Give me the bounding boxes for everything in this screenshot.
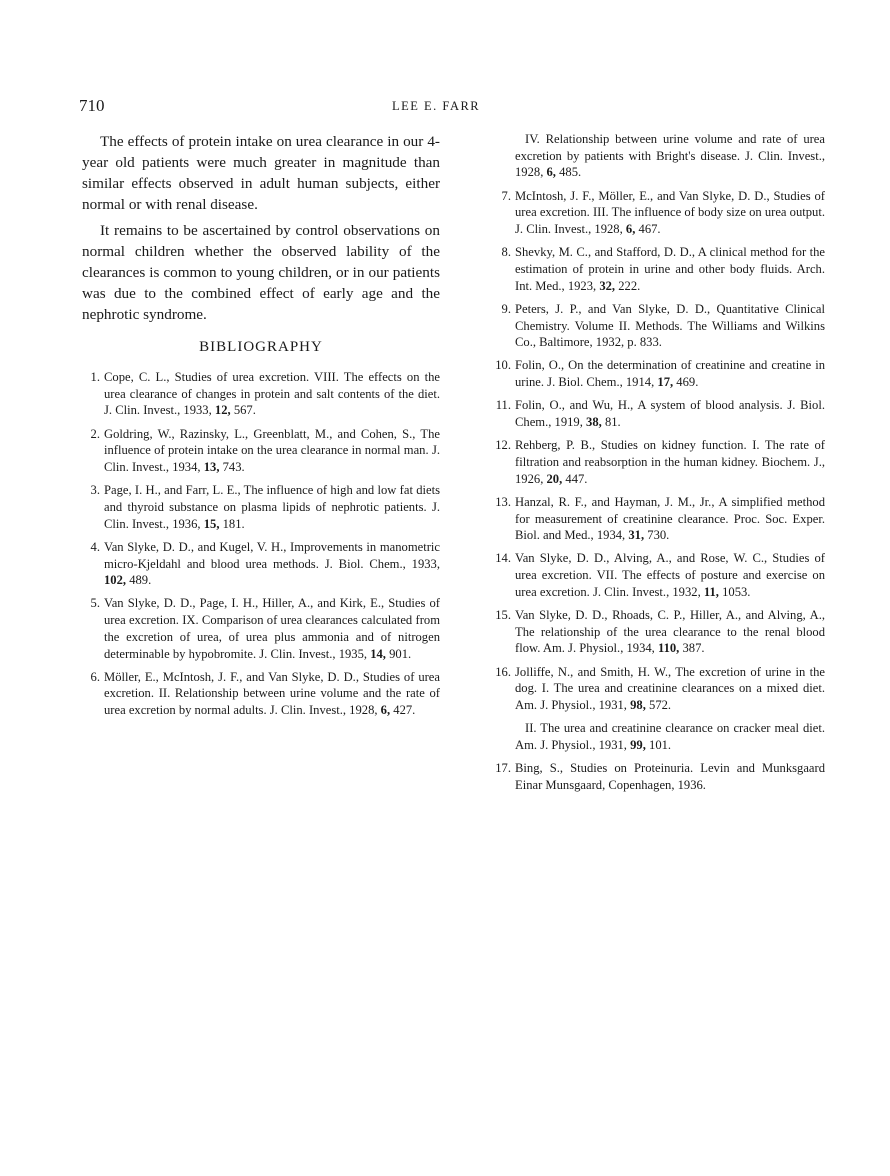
reference-number: 1. <box>90 370 100 384</box>
reference-item <box>493 357 825 390</box>
right-column <box>493 131 825 800</box>
reference-number: 12. <box>495 438 511 453</box>
reference-number: 14. <box>495 551 511 566</box>
reference-item <box>493 550 825 600</box>
reference-number: 7. <box>501 188 511 203</box>
reference-text: IV. Relationship between urine volume and rate of urea excretion by patients with Bright's disease. J. Clin. Invest., 1928, <box>515 132 825 180</box>
reference-number: 6. <box>90 669 100 684</box>
reference-volume: 13, <box>203 460 220 475</box>
reference-item <box>82 426 440 476</box>
reference-number: 4. <box>90 539 100 554</box>
reference-text: Van Slyke, D. D., Page, I. H., Hiller, A., and Kirk, E., Studies of urea excretion. IX. Comparison of urea clearances calculated from the excretion of urea, of urea plus ammonia and of nitrogen determinable by hypobromite. J. Clin. Invest., 1935, <box>104 596 440 661</box>
reference-item <box>493 244 825 294</box>
reference-text: Hanzal, R. F., and Hayman, J. M., Jr., A simplified method for measurement of creatinine clearance. Proc. Soc. Exper. Biol. and Med., 1934, <box>515 494 825 543</box>
reference-page: 489. <box>129 573 152 588</box>
reference-page: 901. <box>389 646 412 661</box>
reference-item <box>82 539 440 589</box>
reference-volume: 32, <box>599 278 616 293</box>
reference-text: Shevky, M. C., and Stafford, D. D., A clinical method for the estimation of protein in urine and other body fluids. Arch. Int. Med., 1923, <box>515 245 825 293</box>
reference-page: 101. <box>649 738 672 752</box>
reference-volume: 31, <box>628 528 645 543</box>
reference-number: 2. <box>90 426 100 441</box>
reference-page: 467. <box>638 222 661 237</box>
body-paragraph: It remains to be ascertained by control observations on normal children whether the observed lability of the clearances is common to young children, or in our patients was due to the combined effect of early age and the nephrotic syndrome. <box>82 222 440 323</box>
reference-number: 5. <box>90 596 100 611</box>
reference-item <box>493 397 825 430</box>
left-column <box>82 131 440 725</box>
reference-item <box>82 369 440 419</box>
reference-volume: 38, <box>586 415 602 430</box>
reference-text: Cope, C. L., Studies of urea excretion. VIII. The effects on the urea clearance of changes in protein and salt contents of the diet. J. Clin. Invest., 1933, <box>104 370 440 418</box>
reference-text: Goldring, W., Razinsky, L., Greenblatt, M., and Cohen, S., The influence of protein intake on the urea clearance in normal man. J. Clin. Invest., 1934, <box>104 426 440 475</box>
reference-item <box>82 595 440 662</box>
reference-page: 427. <box>393 703 416 718</box>
reference-page: 181. <box>222 516 245 531</box>
reference-item <box>493 301 825 351</box>
reference-text: Page, I. H., and Farr, L. E., The influence of high and low fat diets and thyroid substance on plasma lipids of nephrotic patients. J. Clin. Invest., 1936, <box>104 483 440 531</box>
reference-text: Bing, S., Studies on Proteinuria. Levin and Munksgaard Einar Munsgaard, Copenhagen, 1936. <box>515 761 825 792</box>
reference-volume: 11, <box>703 584 719 599</box>
reference-item <box>493 664 825 714</box>
reference-page: 469. <box>676 375 699 390</box>
reference-volume: 102, <box>104 573 127 588</box>
reference-number: 16. <box>495 664 511 679</box>
reference-text: Van Slyke, D. D., Alving, A., and Rose, W. C., Studies of urea excretion. VII. The effects of posture and exercise on urea excretion. J. Clin. Invest., 1932, <box>515 551 825 599</box>
reference-volume: 6, <box>546 165 556 180</box>
reference-text: McIntosh, J. F., Möller, E., and Van Slyke, D. D., Studies of urea excretion. III. The influence of body size on urea output. J. Clin. Invest., 1928, <box>515 188 825 237</box>
body-paragraph: The effects of protein intake on urea clearance in our 4-year old patients were much greater in magnitude than similar effects observed in adult human subjects, either normal or with renal disease. <box>82 133 440 213</box>
reference-number: 11. <box>495 398 511 413</box>
reference-text: Folin, O., and Wu, H., A system of blood analysis. J. Biol. Chem., 1919, <box>515 398 825 430</box>
reference-volume: 15, <box>203 516 220 531</box>
reference-continuation <box>493 131 825 181</box>
reference-subentry <box>493 720 825 753</box>
reference-item <box>493 760 825 793</box>
reference-page: 1053. <box>722 584 751 599</box>
reference-number: 17. <box>495 761 511 776</box>
reference-text: II. The urea and creatinine clearance on cracker meal diet. Am. J. Physiol., 1931, <box>515 721 825 752</box>
reference-number: 10. <box>495 358 511 373</box>
reference-text: Rehberg, P. B., Studies on kidney function. I. The rate of filtration and reabsorption in the human kidney. Biochem. J., 1926, <box>515 438 825 486</box>
reference-volume: 6, <box>625 222 636 237</box>
reference-item <box>493 437 825 487</box>
reference-volume: 14, <box>370 646 386 661</box>
reference-text: Van Slyke, D. D., Rhoads, C. P., Hiller, A., and Alving, A., The relationship of the urea clearance to the renal blood flow. Am. J. Physiol., 1934, <box>515 608 825 656</box>
reference-page: 485. <box>559 165 582 180</box>
reference-item <box>493 188 825 238</box>
reference-text: Jolliffe, N., and Smith, H. W., The excretion of urine in the dog. I. The urea and creatinine clearances on a mixed diet. Am. J. Physiol., 1931, <box>515 664 825 713</box>
reference-volume: 20, <box>546 471 563 486</box>
reference-number: 9. <box>501 301 511 316</box>
reference-page: 730. <box>647 528 670 543</box>
reference-item <box>493 494 825 544</box>
reference-page: 447. <box>565 471 588 486</box>
reference-volume: 98, <box>630 698 646 713</box>
reference-number: 15. <box>495 608 511 623</box>
reference-volume: 99, <box>630 738 646 752</box>
reference-page: 222. <box>618 278 641 293</box>
reference-page: 572. <box>649 698 672 713</box>
reference-number: 8. <box>501 245 511 260</box>
reference-number: 3. <box>90 483 100 498</box>
reference-number: 13. <box>495 494 511 509</box>
reference-text: Möller, E., McIntosh, J. F., and Van Slyke, D. D., Studies of urea excretion. II. Relationship between urine volume and the rate of urea excretion by normal adults. J. Clin. Invest., 1928, <box>104 669 440 718</box>
bibliography-heading: BIBLIOGRAPHY <box>199 339 323 355</box>
reference-volume: 110, <box>657 641 680 656</box>
reference-item <box>82 482 440 532</box>
page-number: 710 <box>79 96 105 115</box>
reference-text: Van Slyke, D. D., and Kugel, V. H., Improvements in manometric micro-Kjeldahl and blood urea methods. J. Biol. Chem., 1933, <box>104 539 440 571</box>
reference-item <box>493 607 825 657</box>
reference-item <box>82 669 440 719</box>
reference-page: 743. <box>222 460 245 475</box>
reference-text: Peters, J. P., and Van Slyke, D. D., Quantitative Clinical Chemistry. Volume II. Methods. The Williams and Wilkins Co., Baltimore, 1932, p. 833. <box>515 301 825 350</box>
reference-volume: 12, <box>214 403 231 418</box>
reference-page: 387. <box>682 641 705 656</box>
reference-volume: 6, <box>380 703 391 718</box>
reference-page: 81. <box>604 415 621 430</box>
reference-volume: 17, <box>657 375 674 390</box>
reference-page: 567. <box>233 403 256 418</box>
running-head: LEE E. FARR <box>392 99 481 113</box>
reference-text: Folin, O., On the determination of creatinine and creatine in urine. J. Biol. Chem., 1914, <box>515 358 825 390</box>
